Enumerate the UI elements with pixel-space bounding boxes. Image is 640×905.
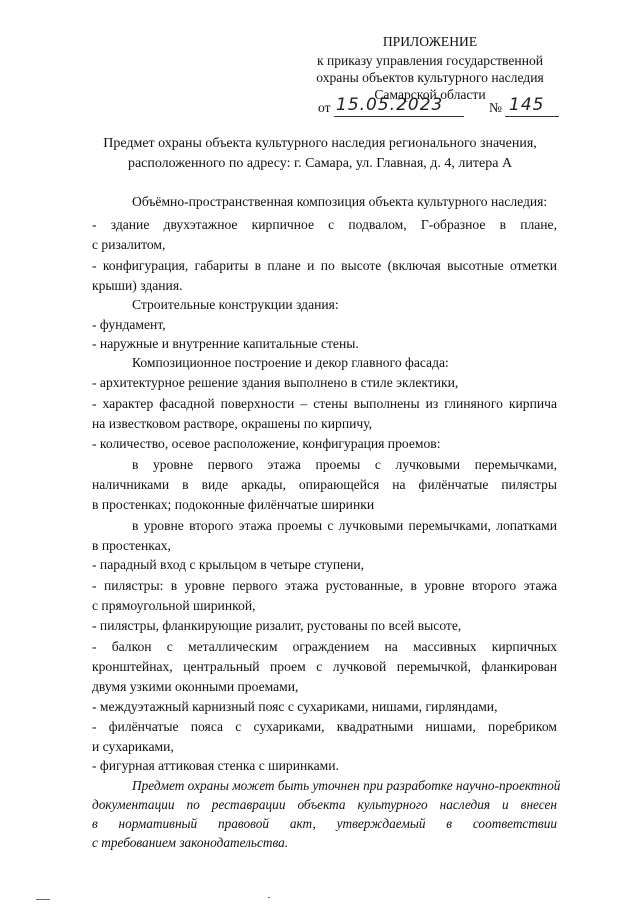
body-line: с прямоугольной ширинкой, [92,598,256,613]
body-line: - характер фасадной поверхности – стены выполнены из глиняного кирпича [92,396,557,411]
note-line: документации по реставрации объекта культурного наследия и внесен [92,797,557,812]
section-heading-composition: Объёмно-пространственная композиция объекта культурного наследия: [132,194,548,209]
note-line: в нормативный правовой акт, утверждаемый в соответствии [92,816,557,831]
section-heading-facade: Композиционное построение и декор главного фасада: [132,355,449,370]
body-line: кронштейнах, центральный проем с лучковой перемычкой, фланкирован [92,659,557,674]
body-line: двумя узкими оконными проемами, [92,679,299,694]
body-line: - филёнчатые пояса с сухариками, квадратными нишами, поребриком [92,719,557,734]
section-heading-structures: Строительные конструкции здания: [132,297,339,312]
body-line: - конфигурация, габариты в плане и по высоте (включая высотные отметки [92,258,557,273]
body-line: - фундамент, [92,317,166,332]
document-title-line-2: расположенного по адресу: г. Самара, ул. Главная, д. 4, литера А [127,156,513,171]
body-line: - архитектурное решение здания выполнено в стиле эклектики, [92,375,459,390]
handwritten-number: 145 [509,95,545,115]
body-line: - пилястры, фланкирующие ризалит, рустованы по всей высоте, [92,618,462,633]
scan-mark [36,899,50,900]
body-line: - пилястры: в уровне первого этажа рустованные, в уровне второго этажа [92,578,557,593]
note-line: Предмет охраны может быть уточнен при разработке научно-проектной [132,778,561,793]
body-line: крыши) здания. [92,278,183,293]
appendix-line-3: Самарской области [374,87,486,102]
body-line: - парадный вход с крыльцом в четыре ступени, [92,557,365,572]
body-line: с ризалитом, [92,237,166,252]
number-prefix: № [489,100,502,115]
appendix-title: ПРИЛОЖЕНИЕ [382,34,478,49]
body-line: - фигурная аттиковая стенка с ширинками. [92,758,339,773]
body-line: - балкон с металлическим ограждением на массивных кирпичных [92,639,557,654]
body-line: в уровне второго этажа проемы с лучковыми перемычками, лопатками [132,518,557,533]
body-line: в уровне первого этажа проемы с лучковыми перемычками, [132,457,557,472]
handwritten-date: 15.05.2023 [336,95,444,115]
appendix-line-1: к приказу управления государственной [316,53,544,68]
body-line: в простенках; подоконные филёнчатые ширинки [92,497,375,512]
body-line: и сухариками, [92,739,174,754]
note-line: с требованием законодательства. [92,835,289,850]
date-underline [334,116,464,117]
body-line: - здание двухэтажное кирпичное с подвалом, Г-образное в плане, [92,217,557,232]
number-underline [505,116,559,117]
body-line: на известковом растворе, окрашены по кирпичу, [92,416,373,431]
body-line: наличниками в виде аркады, опирающейся на филёнчатые пилястры [92,477,557,492]
body-line: в простенках, [92,538,171,553]
appendix-line-2: охраны объектов культурного наследия [316,70,544,85]
document-title-line-1: Предмет охраны объекта культурного наследия регионального значения, [103,136,537,151]
body-line: - междуэтажный карнизный пояс с сухариками, нишами, гирляндами, [92,699,498,714]
date-prefix: от [318,100,331,115]
body-line: - наружные и внутренние капитальные стены. [92,336,359,351]
scan-mark [268,897,270,898]
body-line: - количество, осевое расположение, конфигурация проемов: [92,436,441,451]
